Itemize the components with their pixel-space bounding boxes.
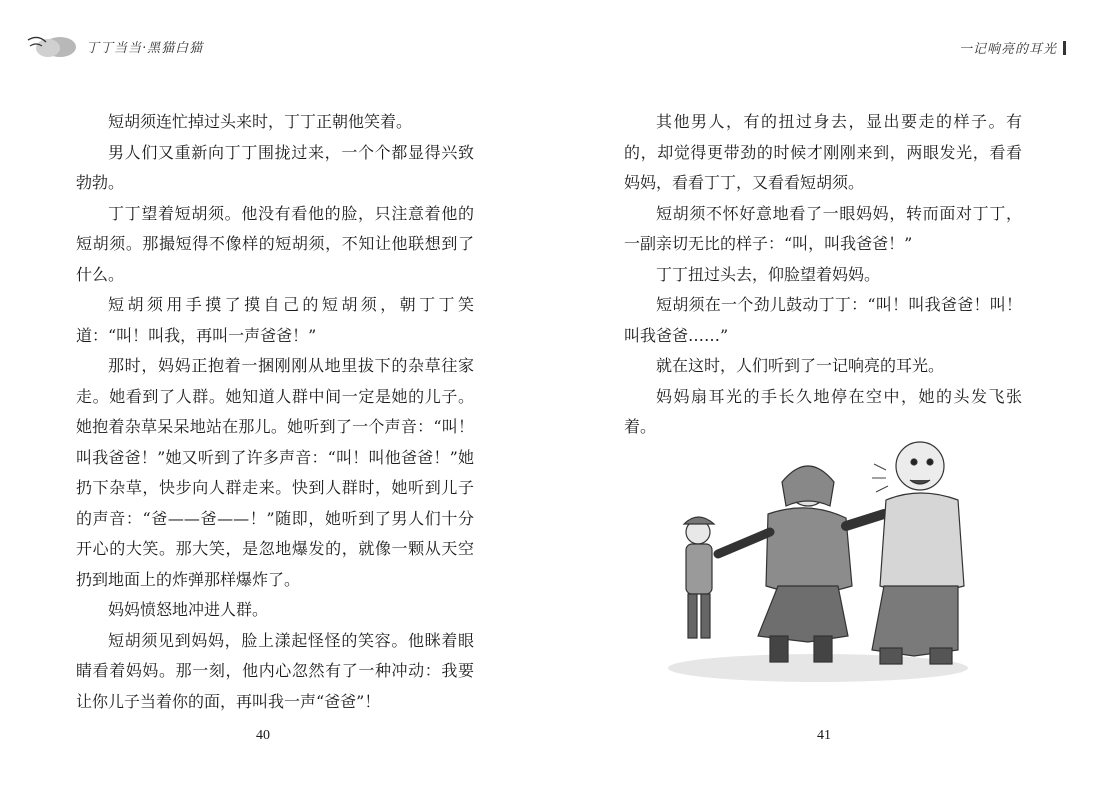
right-page (548, 0, 1096, 786)
paragraph: 男人们又重新向丁丁围拢过来，一个个都显得兴致勃勃。 (76, 142, 474, 192)
paragraph: 短胡须连忙掉过头来时，丁丁正朝他笑着。 (108, 112, 413, 131)
right-body-text (624, 107, 1022, 443)
series-title: 丁丁当当·黑猫白猫 (86, 40, 204, 56)
paragraph: 丁丁扭过头去，仰脸望着妈妈。 (656, 264, 881, 284)
paragraph: 其他男人，有的扭过身去，显出要走的样子。有的，却觉得更带劲的时候才刚刚来到，两眼发光，看看妈妈，看看丁丁，又看看短胡须。 (624, 112, 1022, 192)
paragraph: 短胡须不怀好意地看了一眼妈妈，转而面对丁丁，一副亲切无比的样子：“叫，叫我爸爸！” (624, 203, 1022, 253)
running-header-right (959, 38, 1066, 57)
page-number-left: 40 (256, 728, 270, 743)
header-bar (1063, 41, 1066, 55)
cat-logo-icon (24, 32, 80, 60)
slap-scene-illustration (658, 436, 978, 686)
paragraph: 短胡须在一个劲儿鼓动丁丁：“叫！叫我爸爸！叫！叫我爸爸……” (624, 295, 1022, 345)
page-number-right: 41 (817, 728, 831, 743)
left-body-text (76, 107, 474, 717)
paragraph: 妈妈愤怒地冲进人群。 (108, 600, 269, 619)
paragraph: 妈妈扇耳光的手长久地停在空中，她的头发飞张着。 (624, 386, 1022, 436)
paragraph: 短胡须见到妈妈，脸上漾起怪怪的笑容。他眯着眼睛看着妈妈。那一刻，他内心忽然有了一种冲动：我要让你儿子当着你的面，再叫我一声“爸爸”！ (76, 630, 474, 711)
paragraph: 丁丁望着短胡须。他没有看他的脸，只注意着他的短胡须。那撮短得不像样的短胡须，不知让他联想到了什么。 (76, 203, 474, 284)
chapter-title: 一记响亮的耳光 (958, 42, 1057, 57)
paragraph: 就在这时，人们听到了一记响亮的耳光。 (656, 356, 945, 375)
running-header-left (24, 32, 203, 60)
paragraph: 那时，妈妈正抱着一捆刚刚从地里拔下的杂草往家走。她看到了人群。她知道人群中间一定是她的儿子。她抱着杂草呆呆地站在那儿。她听到了一个声音：“叫！叫我爸爸！”她又听到了许多声音：“叫！叫他爸爸！”她扔下杂草，快步向人群走来。快到人群时，她听到儿子的声音：“爸——爸——！”随即，她听到了男人们十分开心的大笑。那大笑，是忽地爆发的，就像一颗从天空扔到地面上的炸弹那样爆炸了。 (76, 356, 474, 589)
paragraph: 短胡须用手摸了摸自己的短胡须，朝丁丁笑道：“叫！叫我，再叫一声爸爸！” (76, 295, 474, 345)
